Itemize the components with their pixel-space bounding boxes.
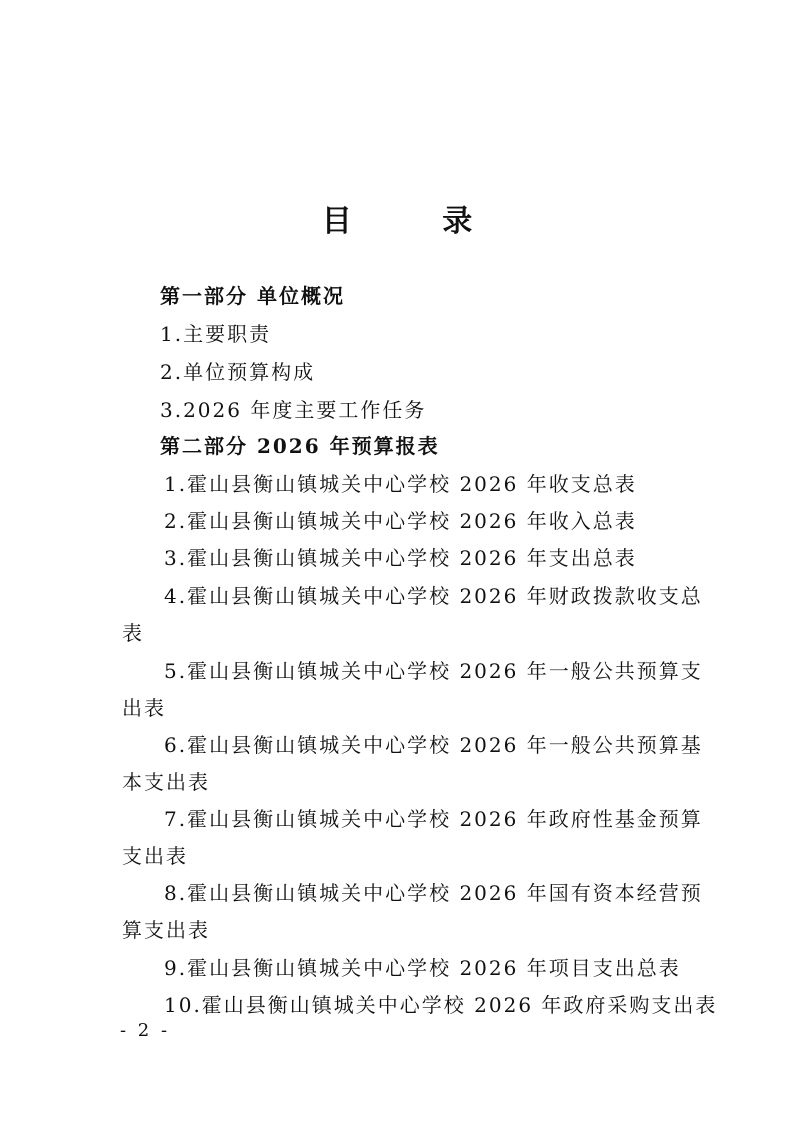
toc-item: 6.霍山县衡山镇城关中心学校 2026 年一般公共预算基 [164,733,703,757]
toc-item: 2.单位预算构成 [160,360,316,384]
toc-item: 10.霍山县衡山镇城关中心学校 2026 年政府采购支出表 [164,993,718,1017]
toc-item: 3.2026 年度主要工作任务 [160,398,427,422]
toc-item: 1.主要职责 [160,322,272,346]
toc-item: 5.霍山县衡山镇城关中心学校 2026 年一般公共预算支 [164,659,703,683]
part2-heading: 第二部分 2026 年预算报表 [160,434,440,458]
toc-item-continuation: 出表 [122,696,166,720]
toc-item: 4.霍山县衡山镇城关中心学校 2026 年财政拨款收支总 [164,584,703,608]
toc-item-continuation: 本支出表 [122,770,210,794]
toc-item: 9.霍山县衡山镇城关中心学校 2026 年项目支出总表 [164,956,681,980]
toc-item: 2.霍山县衡山镇城关中心学校 2026 年收入总表 [164,509,637,533]
page-title: 目 录 [321,204,513,239]
toc-item: 3.霍山县衡山镇城关中心学校 2026 年支出总表 [164,546,637,570]
toc-item: 7.霍山县衡山镇城关中心学校 2026 年政府性基金预算 [164,807,703,831]
toc-item-continuation: 表 [122,621,144,645]
part1-heading: 第一部分 单位概况 [160,284,345,308]
toc-item-continuation: 支出表 [122,844,188,868]
toc-item-continuation: 算支出表 [122,918,210,942]
toc-item: 1.霍山县衡山镇城关中心学校 2026 年收支总表 [164,472,637,496]
page-number: - 2 - [120,1020,171,1041]
toc-item: 8.霍山县衡山镇城关中心学校 2026 年国有资本经营预 [164,881,703,905]
